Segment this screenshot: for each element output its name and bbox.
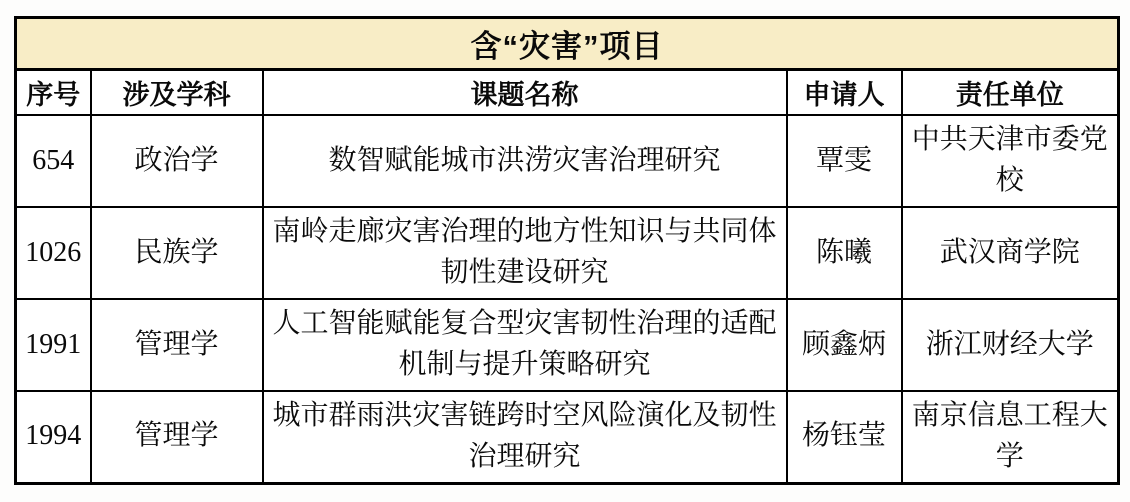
cell-responsible-unit: 南京信息工程大学 bbox=[902, 391, 1119, 483]
cell-project-name: 城市群雨洪灾害链跨时空风险演化及韧性治理研究 bbox=[263, 391, 787, 483]
cell-applicant: 杨钰莹 bbox=[787, 391, 902, 483]
cell-applicant: 陈曦 bbox=[787, 207, 902, 299]
cell-discipline: 民族学 bbox=[91, 207, 263, 299]
table-row bbox=[16, 207, 1119, 299]
table-row bbox=[16, 115, 1119, 207]
column-header-applicant: 申请人 bbox=[787, 70, 902, 116]
cell-applicant: 顾鑫炳 bbox=[787, 299, 902, 391]
cell-project-name: 人工智能赋能复合型灾害韧性治理的适配机制与提升策略研究 bbox=[263, 299, 787, 391]
cell-discipline: 管理学 bbox=[91, 391, 263, 483]
cell-project-name: 数智赋能城市洪涝灾害治理研究 bbox=[263, 115, 787, 207]
cell-discipline: 政治学 bbox=[91, 115, 263, 207]
cell-serial-number: 1994 bbox=[16, 391, 91, 483]
table-title: 含“灾害”项目 bbox=[16, 18, 1119, 70]
cell-serial-number: 1026 bbox=[16, 207, 91, 299]
table-title-row bbox=[16, 18, 1119, 70]
cell-applicant: 覃雯 bbox=[787, 115, 902, 207]
cell-project-name: 南岭走廊灾害治理的地方性知识与共同体韧性建设研究 bbox=[263, 207, 787, 299]
cell-responsible-unit: 中共天津市委党校 bbox=[902, 115, 1119, 207]
cell-serial-number: 654 bbox=[16, 115, 91, 207]
column-header-responsible-unit: 责任单位 bbox=[902, 70, 1119, 116]
table-row bbox=[16, 391, 1119, 483]
column-header-project-name: 课题名称 bbox=[263, 70, 787, 116]
projects-table bbox=[14, 16, 1120, 485]
cell-responsible-unit: 武汉商学院 bbox=[902, 207, 1119, 299]
cell-serial-number: 1991 bbox=[16, 299, 91, 391]
cell-discipline: 管理学 bbox=[91, 299, 263, 391]
column-header-serial-number: 序号 bbox=[16, 70, 91, 116]
cell-responsible-unit: 浙江财经大学 bbox=[902, 299, 1119, 391]
table-row bbox=[16, 299, 1119, 391]
projects-table-sheet bbox=[14, 16, 1120, 485]
column-header-discipline: 涉及学科 bbox=[91, 70, 263, 116]
table-header-row bbox=[16, 70, 1119, 116]
